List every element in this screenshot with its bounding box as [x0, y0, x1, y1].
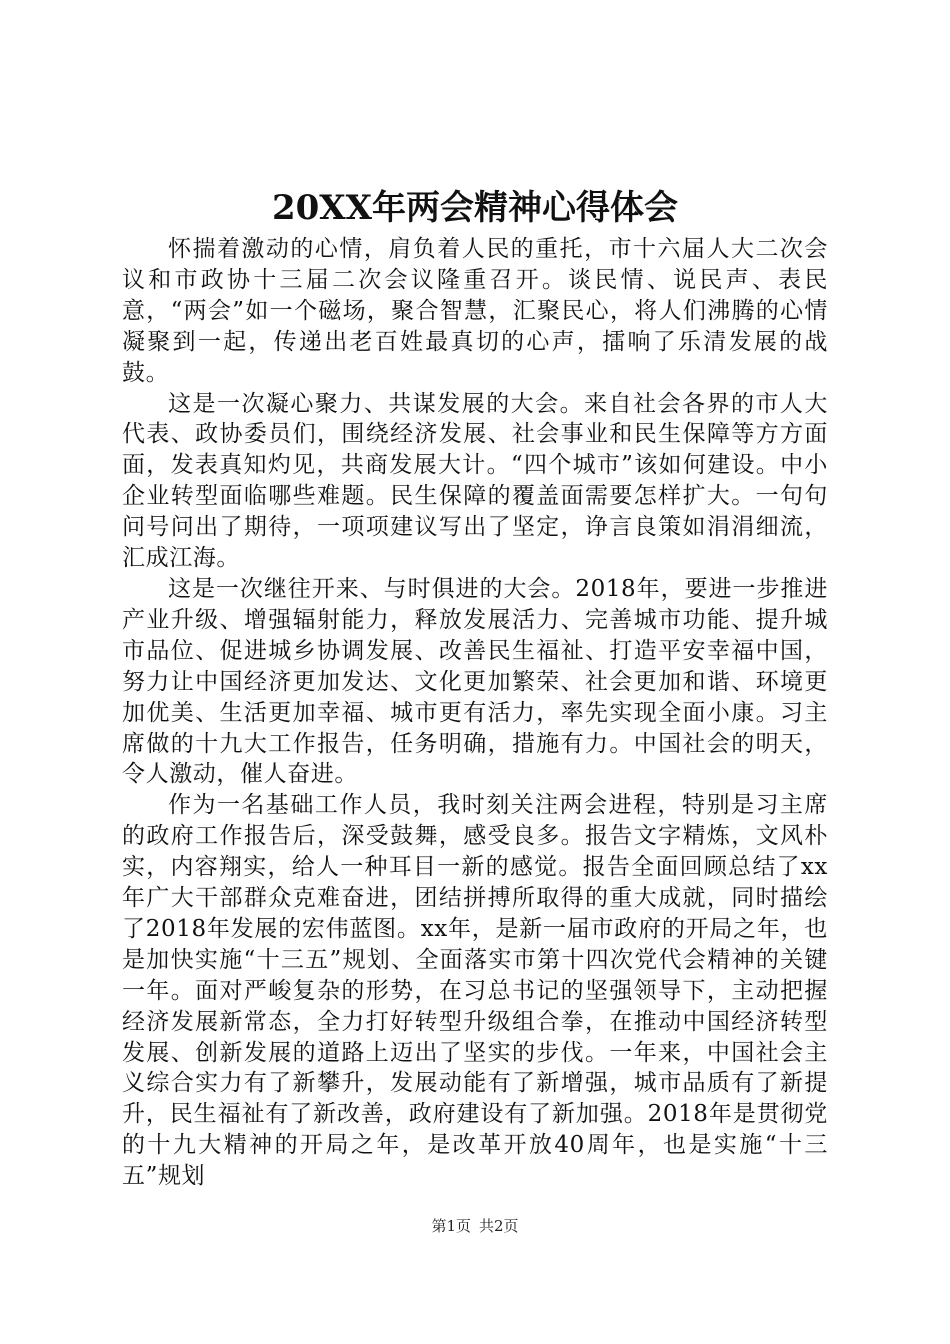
document-title: 20XX年两会精神心得体会	[271, 188, 679, 228]
paragraph-3: 这是一次继往开来、与时俱进的大会。2018年，要进一步推进产业升级、增强辐射能力，释放发展活力、完善城市功能、提升城市品位、促进城乡协调发展、改善民生福祉、打造平安幸福中国，努力让中国经济更加发达、文化更加繁荣、社会更加和谐、环境更加优美、生活更加幸福、城市更有活力，率先实现全面小康。习主席做的十九大工作报告，任务明确，措施有力。中国社会的明天，令人激动，催人奋进。	[122, 575, 828, 788]
page-number-total: 共2页	[479, 1217, 519, 1235]
page-number-current: 第1页	[431, 1217, 471, 1235]
paragraph-4: 作为一名基础工作人员，我时刻关注两会进程，特别是习主席的政府工作报告后，深受鼓舞，感受良多。报告文字精炼，文风朴实，内容翔实，给人一种耳目一新的感觉。报告全面回顾总结了xx年广大干部群众克难奋进，团结拼搏所取得的重大成就，同时描绘了2018年发展的宏伟蓝图。xx年，是新一届市政府的开局之年，也是加快实施“十三五”规划、全面落实市第十四次党代会精神的关键一年。面对严峻复杂的形势，在习总书记的坚强领导下，主动把握经济发展新常态，全力打好转型升级组合拳，在推动中国经济转型发展、创新发展的道路上迈出了坚实的步伐。一年来，中国社会主义综合实力有了新攀升，发展动能有了新增强，城市品质有了新提升，民生福祉有了新改善，政府建设有了新加强。2018年是贯彻党的十九大精神的开局之年，是改革开放40周年，也是实施“十三五”规划	[122, 792, 828, 1190]
page-footer	[0, 1216, 950, 1236]
document-body	[122, 234, 828, 1192]
paragraph-1: 怀揣着激动的心情，肩负着人民的重托，市十六届人大二次会议和市政协十三届二次会议隆重召开。谈民情、说民声、表民意，“两会”如一个磁场，聚合智慧，汇聚民心，将人们沸腾的心情凝聚到一起，传递出老百姓最真切的心声，擂响了乐清发展的战鼓。	[122, 236, 828, 386]
paragraph-2: 这是一次凝心聚力、共谋发展的大会。来自社会各界的市人大代表、政协委员们，围绕经济发展、社会事业和民生保障等方方面面，发表真知灼见，共商发展大计。“四个城市”该如何建设。中小企业转型面临哪些难题。民生保障的覆盖面需要怎样扩大。一句句问号问出了期待，一项项建议写出了坚定，诤言良策如涓涓细流，汇成江海。	[122, 390, 828, 572]
